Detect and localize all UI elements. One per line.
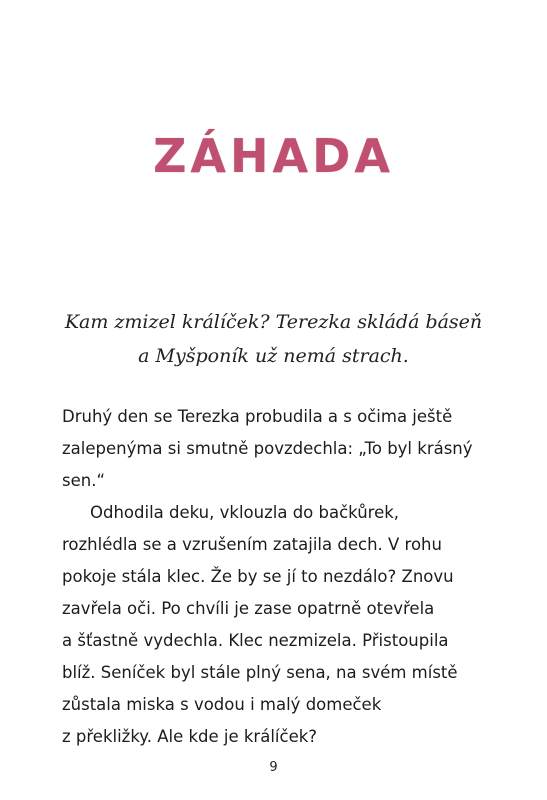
page-number: 9	[269, 760, 278, 775]
body-line: a šťastně vydechla. Klec nezmizela. Přistoupila	[62, 631, 449, 650]
body-line: blíž. Seníček byl stále plný sena, na svém místě	[62, 663, 458, 682]
body-line: Druhý den se Terezka probudila a s očima ještě	[62, 407, 453, 426]
body-line: zavřela oči. Po chvíli je zase opatrně otevřela	[62, 599, 435, 618]
body-line: zalepenýma si smutně povzdechla: „To byl krásný	[62, 439, 473, 458]
body-line: rozhlédla se a vzrušením zatajila dech. V rohu	[62, 535, 442, 554]
chapter-subtitle	[30, 305, 517, 373]
body-line: pokoje stála klec. Že by se jí to nezdálo? Znovu	[62, 567, 454, 586]
body-text	[62, 401, 522, 753]
body-line-paragraph-start: Odhodila deku, vklouzla do bačkůrek,	[90, 503, 400, 522]
body-line: zůstala miska s vodou i malý domeček	[62, 695, 382, 714]
body-line: sen.“	[62, 471, 105, 490]
subtitle-line: a Myšponík už nemá strach.	[138, 345, 409, 367]
body-line: z překližky. Ale kde je králíček?	[62, 727, 318, 746]
chapter-title: ZÁHADA	[153, 129, 394, 183]
subtitle-line: Kam zmizel králíček? Terezka skládá báseň	[64, 311, 483, 333]
